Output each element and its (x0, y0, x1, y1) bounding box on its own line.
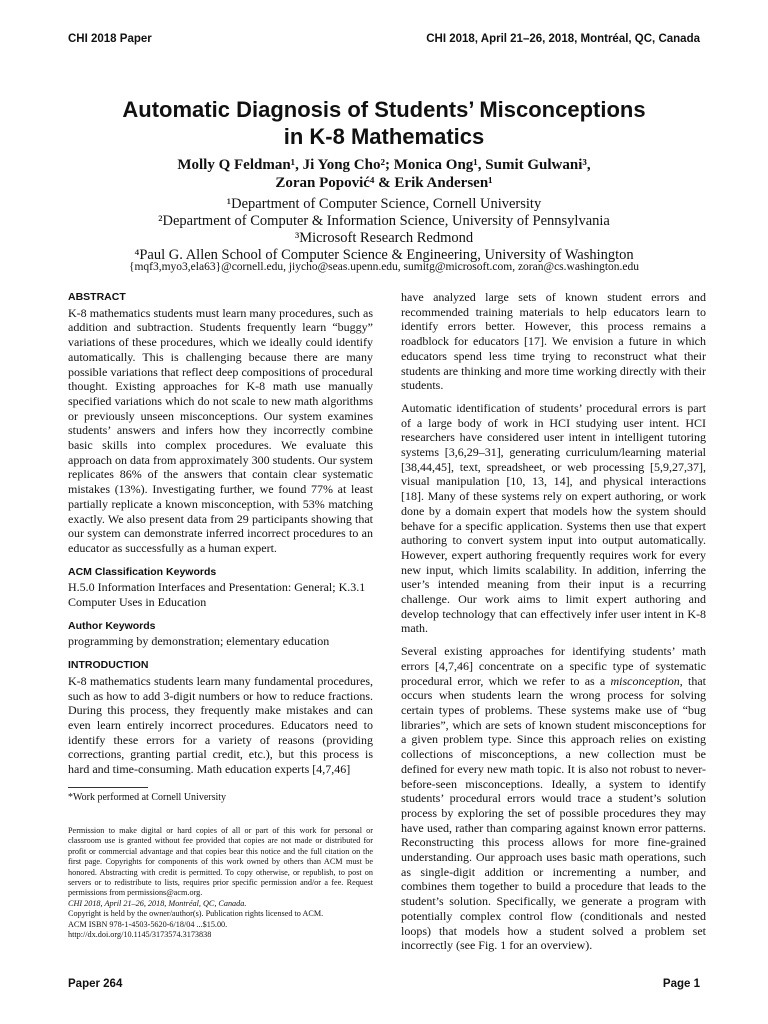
title-line-2: in K-8 Mathematics (283, 124, 485, 149)
right-column (401, 290, 706, 961)
affiliation-2: ²Department of Computer & Information Science, University of Pennsylvania (158, 213, 610, 229)
permission-copyright: Copyright is held by the owner/author(s). Publication rights licensed to ACM. (68, 909, 324, 919)
footer-paper-number: Paper 264 (68, 978, 123, 990)
right-paragraph-2: Automatic identification of students’ procedural errors is part of a large body of work in HCI studying user intent. HCI researchers have considered user intent in intelligent tutoring systems [3,6,29–31], generating curriculum/learning material [38,44,45], text, spreadsheet, or web processing [5,9,27,37], visual manipulation [10, 13, 14], and physical interactions [18]. Many of these systems rely on expert authoring, or work done by a domain expert that models how the system should behave for a specific application. Systems then use that expert authoring to convert system input into output automatically. However, expert authoring frequently requires work for every new input, which limits scalability. In addition, inferring the user’s intended meaning from their input is a recurring challenge. Our work aims to limit expert authoring and develop technology that can effectively infer user intent in K-8 math. (401, 400, 706, 636)
misconception-term: misconception (610, 673, 680, 688)
permission-doi[interactable]: http://dx.doi.org/10.1145/3173574.3173838 (68, 930, 212, 940)
author-emails: {mqf3,myo3,ela63}@cornell.edu, jiycho@seas.upenn.edu, sumitg@microsoft.com, zoran@cs.washington.edu (128, 261, 640, 273)
running-header-right: CHI 2018, April 21–26, 2018, Montréal, QC, Canada (426, 33, 700, 45)
introduction-text: K-8 mathematics students learn many fundamental procedures, such as how to add 3-digit numbers or how to reduce fractions. During this process, they frequently make mistakes and can even learn entirely incorrect procedures. Educators need to identify these errors for a variety of reasons (providing corrections, granting partial credit, etc.), but this process is hard and time-consuming. Math education experts [4,7,46] (68, 673, 373, 777)
affiliation-3: ³Microsoft Research Redmond (294, 230, 474, 246)
author-line-2: Zoran Popović⁴ & Erik Andersen¹ (275, 175, 493, 191)
permission-venue: CHI 2018, April 21–26, 2018, Montréal, QC, Canada. (68, 898, 247, 908)
author-line-1: Molly Q Feldman¹, Ji Yong Cho²; Monica Ong¹, Sumit Gulwani³, (177, 157, 591, 173)
permission-block (68, 826, 373, 940)
right-paragraph-3 (401, 644, 706, 953)
footnote: *Work performed at Cornell University (68, 791, 227, 803)
paper-title (40, 96, 728, 150)
footnote-rule (68, 787, 148, 788)
permission-text: Permission to make digital or hard copies of all or part of this work for personal or classroom use is granted without fee provided that copies are not made or distributed for profit or commercial advantage and that copies bear this notice and the full citation on the first page. Copyrights for components of this work owned by others than ACM must be honored. Abstracting with credit is permitted. To copy otherwise, or republish, to post on servers or to redistribute to lists, requires prior specific permission and/or a fee. Request permissions from permissions@acm.org. (68, 826, 373, 898)
affiliations (30, 196, 738, 264)
permission-isbn: ACM ISBN 978-1-4503-5620-6/18/04 ...$15.00. (68, 919, 228, 929)
running-header-left: CHI 2018 Paper (68, 33, 152, 45)
right-paragraph-1: have analyzed large sets of known student errors and recommended training materials to help educators learn to identify errors better. However, this process remains a roadblock for educators [17]. We envision a future in which educators spend less time trying to reconstruct what their students are thinking and more time working directly with their students. (401, 290, 706, 393)
affiliation-1: ¹Department of Computer Science, Cornell University (226, 196, 542, 212)
acm-classification-heading: ACM Classification Keywords (68, 565, 217, 578)
introduction-heading: INTRODUCTION (68, 659, 149, 672)
abstract-text: K-8 mathematics students must learn many procedures, such as addition and subtraction. Students frequently learn “buggy” variations of these procedures, which we ideally could identify automatically. This is challenging because there are many possible variations that reflect deep compositions of procedural thought. Existing approaches for K-8 math use manually specified variations which do not scale to new math algorithms or previously unseen misconceptions. Our system examines students’ answers and infers how they incorrectly combine basic skills into complex procedures. We evaluate this approach on data from approximately 300 students. Our system replicates 86% of the answers that contain clear systematic mistakes (13%). Investigating further, we found 77% at least partially replicate a known misconception, with 53% matching exactly. We also present data from 29 participants showing that our system can demonstrate inferred incorrect procedures to an educator as successfully as a human expert. (68, 305, 373, 555)
abstract-heading: ABSTRACT (68, 291, 126, 303)
acm-classification-text: H.5.0 Information Interfaces and Presentation: General; K.3.1 Computer Uses in Education (68, 580, 366, 610)
author-keywords-heading: Author Keywords (68, 619, 156, 632)
footer-page-number: Page 1 (662, 978, 700, 990)
left-column (68, 290, 373, 804)
author-list (40, 156, 728, 192)
right-paragraph-3-part-b: , that occurs when students learn the wrong process for solving certain types of problems. These systems make use of “bug libraries”, which are sets of known student misconceptions for a given problem type. Since this approach relies on existing collections of misconceptions, a new collection must be defined for every new math topic. It is also not robust to never-before-seen misconceptions. Ideally, a system to identify students’ procedural errors would trace a student’s solution process by exploring the set of possible procedures they may have used, rather than comparing against known error patterns. Reconstructing this process allows for more fine-grained understanding. Our approach uses basic math operations, such as single-digit addition or incrementing a number, and combines them together to build a procedure that leads to the student’s solution. Specifically, we generate a program with potentially complex control flow (conditionals and nested loops) that models how a student solved a problem set incorrectly (see Fig. 1 for an overview). (401, 673, 706, 953)
affiliation-4: ⁴Paul G. Allen School of Computer Science & Engineering, University of Washington (134, 247, 634, 263)
title-line-1: Automatic Diagnosis of Students’ Misconceptions (122, 97, 646, 122)
author-keywords-text: programming by demonstration; elementary education (68, 634, 330, 649)
right-paragraph-3-part-a: Several existing approaches for identifying students’ math errors [4,7,46] concentrate on a specific type of systematic procedural error, which we refer to as a (401, 644, 706, 688)
